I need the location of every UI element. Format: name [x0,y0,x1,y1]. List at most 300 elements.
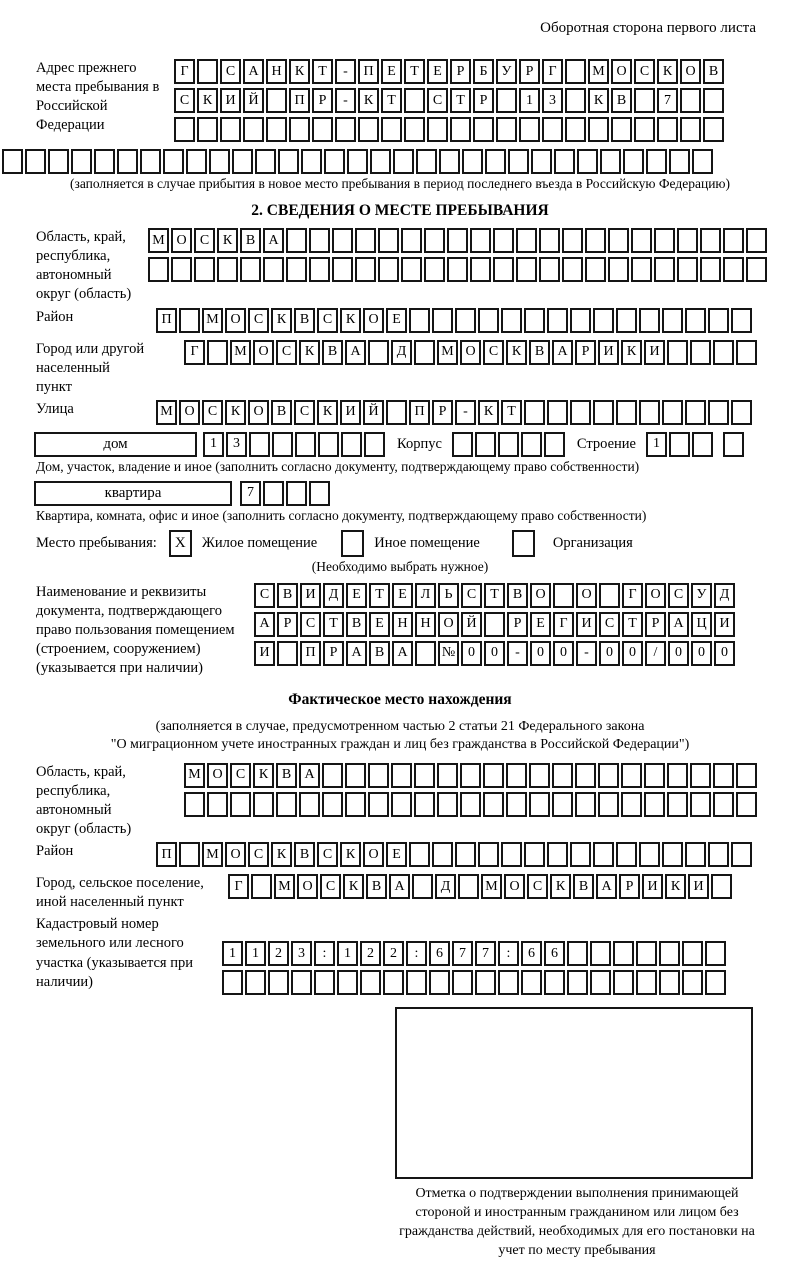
char-cell[interactable] [639,308,660,333]
char-cell[interactable]: Е [392,583,413,608]
char-cell[interactable]: 1 [203,432,224,457]
char-cell[interactable] [711,874,732,899]
char-cell[interactable] [654,257,675,282]
char-cell[interactable]: А [243,59,264,84]
char-cell[interactable] [616,308,637,333]
char-cell[interactable] [611,117,632,142]
char-cell[interactable]: Е [386,842,407,867]
char-cell[interactable]: 2 [383,941,404,966]
char-cell[interactable]: 2 [360,941,381,966]
char-cell[interactable]: Л [415,583,436,608]
char-cell[interactable]: 7 [657,88,678,113]
char-cell[interactable]: Р [575,340,596,365]
char-cell[interactable] [415,641,436,666]
kvartira-type-box[interactable]: квартира [34,481,232,506]
char-cell[interactable]: С [483,340,504,365]
char-cell[interactable]: Н [266,59,287,84]
char-cell[interactable]: С [317,308,338,333]
char-cell[interactable] [723,257,744,282]
char-cell[interactable]: К [317,400,338,425]
char-cell[interactable]: С [527,874,548,899]
char-cell[interactable] [682,970,703,995]
char-cell[interactable] [368,340,389,365]
char-cell[interactable] [309,481,330,506]
char-cell[interactable] [659,970,680,995]
char-cell[interactable]: К [506,340,527,365]
char-cell[interactable] [209,149,230,174]
char-cell[interactable]: - [455,400,476,425]
char-cell[interactable]: Р [645,612,666,637]
char-cell[interactable]: С [202,400,223,425]
char-cell[interactable] [406,970,427,995]
char-cell[interactable]: С [254,583,275,608]
char-cell[interactable]: Т [312,59,333,84]
char-cell[interactable] [393,149,414,174]
char-cell[interactable] [220,117,241,142]
char-cell[interactable] [516,257,537,282]
char-cell[interactable]: И [642,874,663,899]
char-cell[interactable] [266,117,287,142]
char-cell[interactable] [708,842,729,867]
char-cell[interactable] [700,228,721,253]
char-cell[interactable] [322,792,343,817]
char-cell[interactable]: П [409,400,430,425]
char-cell[interactable] [447,257,468,282]
char-cell[interactable]: № [438,641,459,666]
char-cell[interactable]: И [644,340,665,365]
char-cell[interactable]: С [294,400,315,425]
char-cell[interactable] [708,308,729,333]
char-cell[interactable]: 3 [226,432,247,457]
char-cell[interactable] [493,228,514,253]
char-cell[interactable]: 7 [475,941,496,966]
char-cell[interactable] [378,257,399,282]
char-cell[interactable] [567,970,588,995]
char-cell[interactable] [291,970,312,995]
char-cell[interactable]: С [194,228,215,253]
char-cell[interactable] [662,842,683,867]
char-cell[interactable]: В [573,874,594,899]
char-cell[interactable]: 0 [484,641,505,666]
char-cell[interactable] [529,763,550,788]
char-cell[interactable] [547,842,568,867]
char-cell[interactable] [240,257,261,282]
char-cell[interactable] [412,874,433,899]
char-cell[interactable] [529,792,550,817]
char-cell[interactable]: М [481,874,502,899]
char-cell[interactable] [470,228,491,253]
char-cell[interactable] [705,941,726,966]
checkbox-zhiloe[interactable]: X [169,530,192,557]
char-cell[interactable] [251,874,272,899]
char-cell[interactable] [613,941,634,966]
char-cell[interactable] [355,257,376,282]
char-cell[interactable]: Г [228,874,249,899]
char-cell[interactable]: Е [381,59,402,84]
char-cell[interactable]: Н [415,612,436,637]
char-cell[interactable] [478,842,499,867]
char-cell[interactable] [685,842,706,867]
char-cell[interactable] [245,970,266,995]
char-cell[interactable] [544,432,565,457]
char-cell[interactable]: Е [386,308,407,333]
char-cell[interactable] [174,117,195,142]
char-cell[interactable]: 0 [553,641,574,666]
char-cell[interactable]: К [340,842,361,867]
char-cell[interactable]: - [576,641,597,666]
char-cell[interactable] [286,257,307,282]
char-cell[interactable] [268,970,289,995]
char-cell[interactable]: Е [346,583,367,608]
char-cell[interactable] [690,763,711,788]
char-cell[interactable] [232,149,253,174]
char-cell[interactable]: 0 [714,641,735,666]
char-cell[interactable] [243,117,264,142]
char-cell[interactable] [692,149,713,174]
char-cell[interactable]: М [202,308,223,333]
char-cell[interactable] [577,149,598,174]
char-cell[interactable] [473,117,494,142]
char-cell[interactable] [171,257,192,282]
char-cell[interactable] [644,763,665,788]
char-cell[interactable] [286,228,307,253]
char-cell[interactable] [272,432,293,457]
char-cell[interactable] [692,432,713,457]
char-cell[interactable]: И [714,612,735,637]
char-cell[interactable]: А [596,874,617,899]
char-cell[interactable] [458,874,479,899]
char-cell[interactable] [565,59,586,84]
char-cell[interactable]: Р [323,641,344,666]
char-cell[interactable] [332,228,353,253]
char-cell[interactable]: М [184,763,205,788]
char-cell[interactable]: Р [450,59,471,84]
char-cell[interactable] [263,481,284,506]
char-cell[interactable] [368,763,389,788]
char-cell[interactable] [335,117,356,142]
char-cell[interactable]: А [552,340,573,365]
char-cell[interactable] [460,792,481,817]
char-cell[interactable] [207,792,228,817]
char-cell[interactable]: В [529,340,550,365]
char-cell[interactable] [677,257,698,282]
char-cell[interactable]: С [427,88,448,113]
char-cell[interactable]: 6 [521,941,542,966]
char-cell[interactable] [723,432,744,457]
char-cell[interactable]: Д [323,583,344,608]
char-cell[interactable]: Д [391,340,412,365]
char-cell[interactable] [552,763,573,788]
char-cell[interactable] [519,117,540,142]
char-cell[interactable] [424,257,445,282]
char-cell[interactable]: И [688,874,709,899]
char-cell[interactable] [345,792,366,817]
char-cell[interactable]: В [294,308,315,333]
char-cell[interactable] [669,432,690,457]
char-cell[interactable] [703,88,724,113]
char-cell[interactable] [613,970,634,995]
char-cell[interactable]: Е [369,612,390,637]
char-cell[interactable] [680,117,701,142]
char-cell[interactable]: Р [519,59,540,84]
char-cell[interactable] [713,792,734,817]
char-cell[interactable]: Й [243,88,264,113]
char-cell[interactable]: О [438,612,459,637]
char-cell[interactable]: К [217,228,238,253]
char-cell[interactable] [657,117,678,142]
char-cell[interactable]: 6 [544,941,565,966]
char-cell[interactable]: Н [392,612,413,637]
char-cell[interactable] [197,59,218,84]
char-cell[interactable]: К [197,88,218,113]
char-cell[interactable] [401,228,422,253]
char-cell[interactable] [621,792,642,817]
char-cell[interactable]: 3 [542,88,563,113]
char-cell[interactable]: М [148,228,169,253]
char-cell[interactable]: К [343,874,364,899]
char-cell[interactable] [432,308,453,333]
char-cell[interactable] [731,400,752,425]
char-cell[interactable] [194,257,215,282]
char-cell[interactable] [324,149,345,174]
char-cell[interactable]: А [668,612,689,637]
char-cell[interactable]: П [156,308,177,333]
char-cell[interactable] [432,842,453,867]
char-cell[interactable]: С [634,59,655,84]
char-cell[interactable] [685,308,706,333]
char-cell[interactable] [289,117,310,142]
char-cell[interactable]: О [645,583,666,608]
char-cell[interactable]: : [498,941,519,966]
char-cell[interactable] [368,792,389,817]
char-cell[interactable] [703,117,724,142]
char-cell[interactable] [593,842,614,867]
char-cell[interactable]: И [576,612,597,637]
char-cell[interactable] [295,432,316,457]
char-cell[interactable] [186,149,207,174]
char-cell[interactable] [677,228,698,253]
char-cell[interactable]: Р [277,612,298,637]
char-cell[interactable] [524,308,545,333]
char-cell[interactable] [659,941,680,966]
char-cell[interactable] [337,970,358,995]
char-cell[interactable]: О [680,59,701,84]
char-cell[interactable] [506,792,527,817]
char-cell[interactable] [355,228,376,253]
char-cell[interactable] [253,792,274,817]
char-cell[interactable] [484,612,505,637]
char-cell[interactable]: 1 [222,941,243,966]
char-cell[interactable]: А [345,340,366,365]
char-cell[interactable] [383,970,404,995]
char-cell[interactable] [437,792,458,817]
char-cell[interactable] [447,228,468,253]
char-cell[interactable] [700,257,721,282]
char-cell[interactable]: А [254,612,275,637]
char-cell[interactable]: 2 [268,941,289,966]
char-cell[interactable] [309,228,330,253]
char-cell[interactable] [588,117,609,142]
char-cell[interactable]: М [202,842,223,867]
char-cell[interactable]: В [322,340,343,365]
char-cell[interactable] [424,228,445,253]
char-cell[interactable]: М [437,340,458,365]
char-cell[interactable] [197,117,218,142]
char-cell[interactable] [508,149,529,174]
char-cell[interactable] [332,257,353,282]
char-cell[interactable] [475,432,496,457]
char-cell[interactable]: 1 [337,941,358,966]
char-cell[interactable] [498,970,519,995]
char-cell[interactable] [496,117,517,142]
char-cell[interactable]: С [599,612,620,637]
char-cell[interactable] [439,149,460,174]
char-cell[interactable] [547,308,568,333]
char-cell[interactable] [309,257,330,282]
char-cell[interactable] [501,308,522,333]
char-cell[interactable]: В [271,400,292,425]
char-cell[interactable] [427,117,448,142]
char-cell[interactable] [598,763,619,788]
char-cell[interactable]: Р [312,88,333,113]
char-cell[interactable]: 0 [668,641,689,666]
char-cell[interactable] [600,149,621,174]
char-cell[interactable] [409,842,430,867]
char-cell[interactable] [599,583,620,608]
char-cell[interactable]: К [358,88,379,113]
char-cell[interactable] [705,970,726,995]
char-cell[interactable] [249,432,270,457]
char-cell[interactable] [414,340,435,365]
char-cell[interactable]: О [363,308,384,333]
char-cell[interactable]: В [277,583,298,608]
char-cell[interactable] [547,400,568,425]
checkbox-organizatsiya[interactable] [512,530,535,557]
char-cell[interactable] [680,88,701,113]
char-cell[interactable] [616,400,637,425]
char-cell[interactable] [667,792,688,817]
char-cell[interactable] [391,792,412,817]
checkbox-inoe[interactable] [341,530,364,557]
char-cell[interactable]: Г [174,59,195,84]
char-cell[interactable]: О [297,874,318,899]
char-cell[interactable]: В [346,612,367,637]
char-cell[interactable] [639,400,660,425]
char-cell[interactable] [685,400,706,425]
char-cell[interactable] [531,149,552,174]
char-cell[interactable] [621,763,642,788]
char-cell[interactable] [255,149,276,174]
char-cell[interactable] [2,149,23,174]
char-cell[interactable] [404,117,425,142]
char-cell[interactable] [746,228,767,253]
char-cell[interactable] [736,340,757,365]
char-cell[interactable]: Д [714,583,735,608]
char-cell[interactable] [278,149,299,174]
char-cell[interactable] [184,792,205,817]
char-cell[interactable] [478,308,499,333]
char-cell[interactable] [437,763,458,788]
char-cell[interactable] [117,149,138,174]
char-cell[interactable]: Г [622,583,643,608]
char-cell[interactable] [553,583,574,608]
char-cell[interactable] [554,149,575,174]
char-cell[interactable] [414,763,435,788]
char-cell[interactable] [496,88,517,113]
char-cell[interactable] [521,432,542,457]
char-cell[interactable]: Р [507,612,528,637]
char-cell[interactable]: В [276,763,297,788]
char-cell[interactable]: 0 [599,641,620,666]
char-cell[interactable]: : [314,941,335,966]
char-cell[interactable] [544,970,565,995]
char-cell[interactable]: С [174,88,195,113]
char-cell[interactable] [575,792,596,817]
char-cell[interactable] [462,149,483,174]
char-cell[interactable] [631,257,652,282]
char-cell[interactable]: 1 [519,88,540,113]
char-cell[interactable] [266,88,287,113]
char-cell[interactable] [48,149,69,174]
char-cell[interactable] [452,970,473,995]
char-cell[interactable] [276,792,297,817]
char-cell[interactable]: Р [473,88,494,113]
char-cell[interactable]: 7 [240,481,261,506]
char-cell[interactable] [429,970,450,995]
char-cell[interactable] [562,257,583,282]
char-cell[interactable] [570,308,591,333]
char-cell[interactable] [322,763,343,788]
char-cell[interactable] [358,117,379,142]
char-cell[interactable]: В [294,842,315,867]
char-cell[interactable]: Т [501,400,522,425]
char-cell[interactable] [475,970,496,995]
char-cell[interactable]: С [320,874,341,899]
char-cell[interactable] [318,432,339,457]
char-cell[interactable]: - [335,59,356,84]
char-cell[interactable]: О [611,59,632,84]
char-cell[interactable] [682,941,703,966]
char-cell[interactable]: Ь [438,583,459,608]
char-cell[interactable] [713,340,734,365]
char-cell[interactable]: К [299,340,320,365]
char-cell[interactable] [644,792,665,817]
char-cell[interactable]: А [263,228,284,253]
char-cell[interactable]: 0 [530,641,551,666]
char-cell[interactable] [570,842,591,867]
char-cell[interactable] [667,763,688,788]
char-cell[interactable]: О [225,308,246,333]
char-cell[interactable]: 3 [291,941,312,966]
char-cell[interactable] [608,257,629,282]
char-cell[interactable]: 0 [622,641,643,666]
char-cell[interactable]: М [156,400,177,425]
char-cell[interactable] [360,970,381,995]
char-cell[interactable] [416,149,437,174]
char-cell[interactable] [485,149,506,174]
char-cell[interactable]: К [253,763,274,788]
char-cell[interactable]: О [179,400,200,425]
char-cell[interactable]: С [461,583,482,608]
char-cell[interactable] [636,970,657,995]
char-cell[interactable] [654,228,675,253]
char-cell[interactable] [460,763,481,788]
char-cell[interactable]: Т [484,583,505,608]
char-cell[interactable] [516,228,537,253]
char-cell[interactable] [409,308,430,333]
char-cell[interactable] [277,641,298,666]
char-cell[interactable]: Е [427,59,448,84]
